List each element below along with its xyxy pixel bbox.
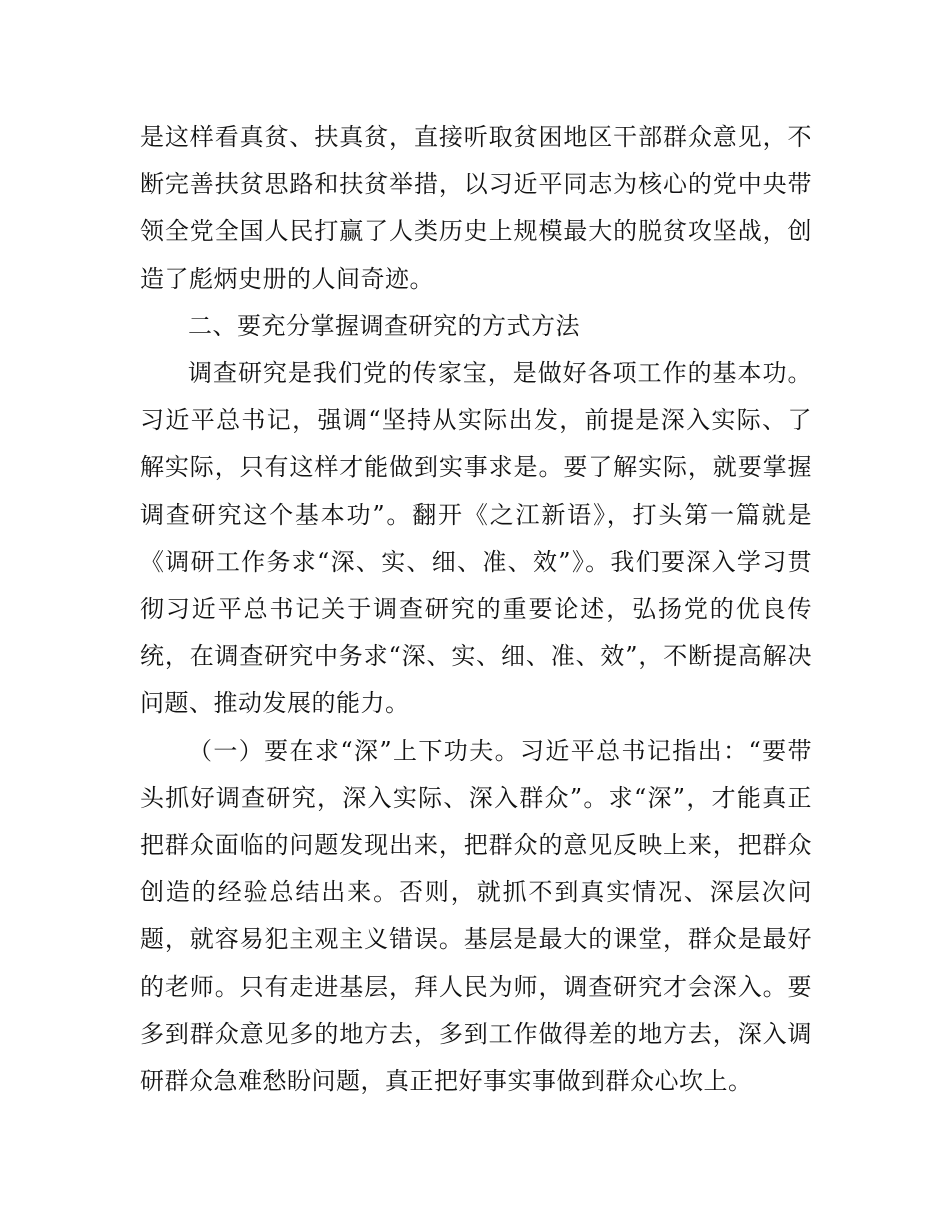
paragraph-continuation: 是这样看真贫、扶真贫，直接听取贫困地区干部群众意见，不断完善扶贫思路和扶贫举措，以习近平同志为核心的党中央带领全党全国人民打赢了人类历史上规模最大的脱贫攻坚战，创造了彪炳史册的人间奇迹。 bbox=[140, 123, 812, 293]
section-heading: 二、要充分掌握调查研究的方式方法 bbox=[188, 311, 580, 340]
document-body bbox=[140, 114, 812, 1105]
paragraph-seek-depth: （一）要在求“深”上下功夫。习近平总书记指出：“要带头抓好调查研究，深入实际、深入群众”。求“深”，才能真正把群众面临的问题发现出来，把群众的意见反映上来，把群众创造的经验总结出来。否则，就抓不到真实情况、深层次问题，就容易犯主观主义错误。基层是最大的课堂，群众是最好的老师。只有走进基层，拜人民为师，调查研究才会深入。要多到群众意见多的地方去，多到工作做得差的地方去，深入调研群众急难愁盼问题，真正把好事实事做到群众心坎上。 bbox=[140, 736, 812, 1096]
paragraph-research-intro: 调查研究是我们党的传家宝，是做好各项工作的基本功。习近平总书记，强调“坚持从实际出发，前提是深入实际、了解实际，只有这样才能做到实事求是。要了解实际，就要掌握调查研究这个基本功”。翻开《之江新语》，打头第一篇就是《调研工作务求“深、实、细、准、效”》。我们要深入学习贯彻习近平总书记关于调查研究的重要论述，弘扬党的优良传统，在调查研究中务求“深、实、细、准、效”，不断提高解决问题、推动发展的能力。 bbox=[140, 359, 812, 718]
